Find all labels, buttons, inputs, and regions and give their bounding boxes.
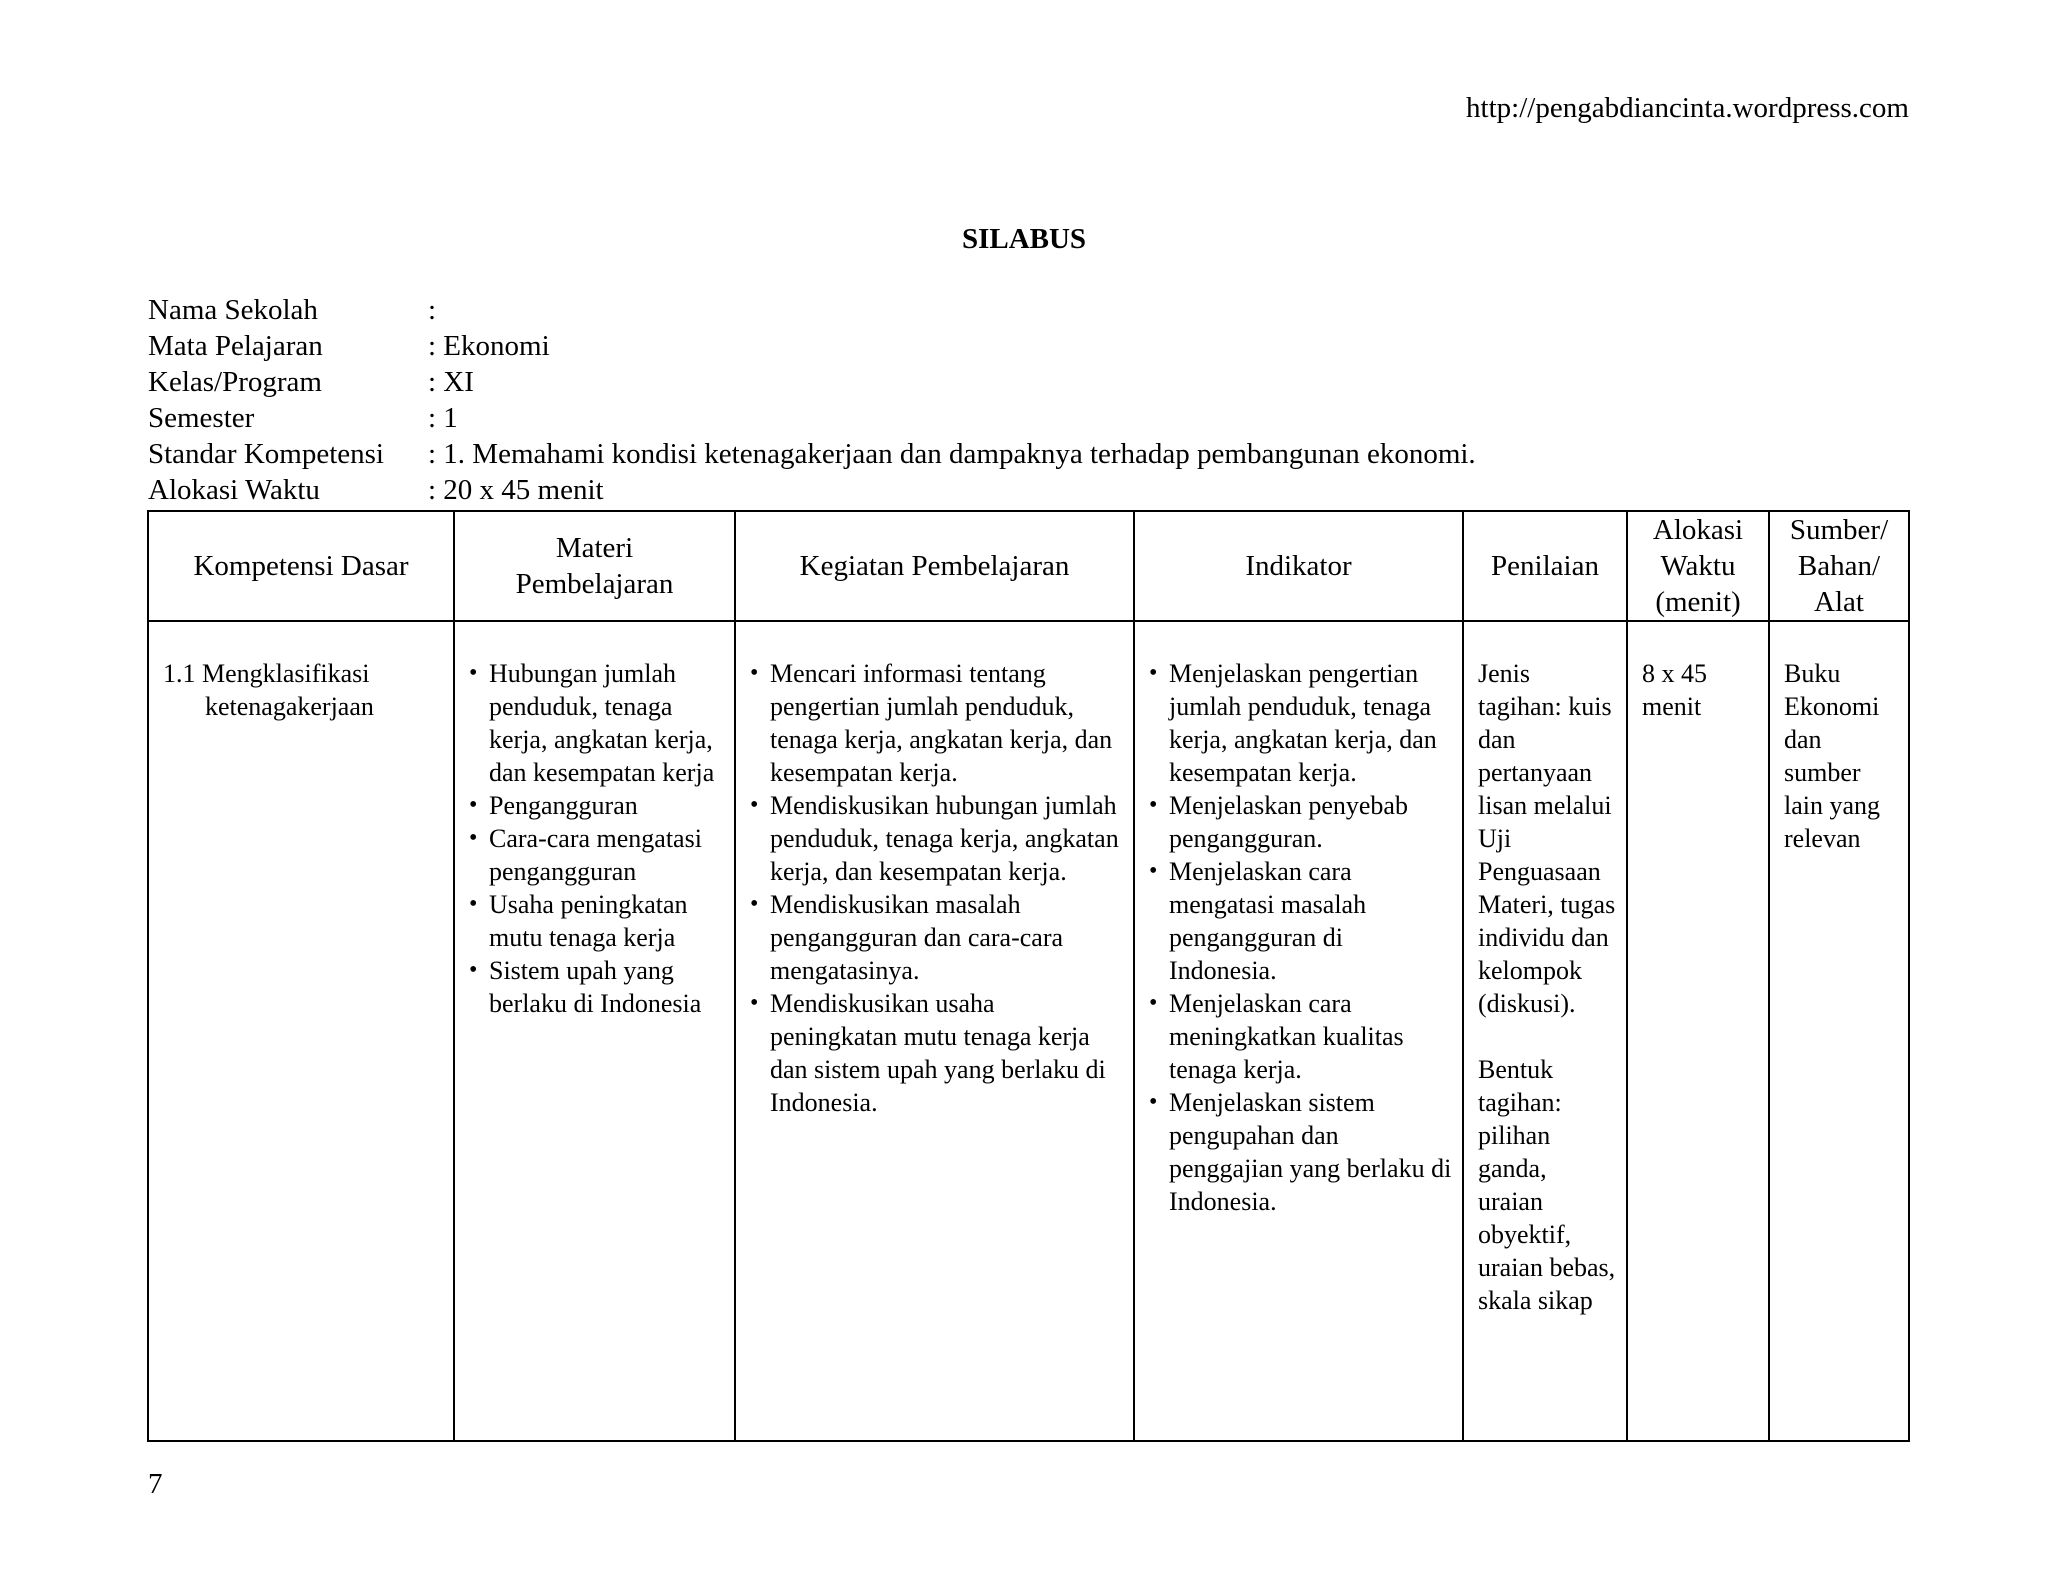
header-kompetensi-dasar: [148, 511, 454, 621]
list-item: • Menjelaskan pengertian jumlah penduduk, tenaga kerja, angkatan kerja, dan kesempatan kerja.: [1149, 657, 1452, 789]
info-label: Mata Pelajaran: [148, 330, 323, 362]
info-value: : Ekonomi: [428, 330, 550, 362]
info-label: Nama Sekolah: [148, 294, 318, 326]
kegiatan-list: [750, 657, 1123, 1119]
cell-materi-pembelajaran: [454, 621, 735, 1441]
kd-text-line1: Mengklasifikasi: [202, 659, 370, 688]
info-value: :: [428, 294, 437, 326]
list-item: • Menjelaskan penyebab pengangguran.: [1149, 789, 1452, 855]
info-row-mata-pelajaran: [148, 328, 1476, 364]
header-line: Waktu: [1660, 550, 1736, 582]
header-line: Kegiatan Pembelajaran: [799, 550, 1070, 582]
list-item: • Mendiskusikan usaha peningkatan mutu tenaga kerja dan sistem upah yang berlaku di Indonesia.: [750, 987, 1123, 1119]
cell-kegiatan-pembelajaran: [735, 621, 1134, 1441]
list-item: • Cara-cara mengatasi pengangguran: [469, 822, 724, 888]
sumber-value: Buku Ekonomi dan sumber lain yang relevan: [1784, 659, 1881, 853]
info-label: Alokasi Waktu: [148, 474, 320, 506]
info-label: Standar Kompetensi: [148, 438, 384, 470]
header-line: Sumber/: [1789, 514, 1889, 546]
header-line: (menit): [1655, 586, 1741, 618]
header-line: Penilaian: [1491, 550, 1599, 582]
info-row-alokasi-waktu: [148, 472, 1476, 508]
page-number: 7: [148, 1468, 163, 1500]
info-label: Kelas/Program: [148, 366, 322, 398]
list-item: • Sistem upah yang berlaku di Indonesia: [469, 954, 724, 1020]
header-alokasi-waktu: [1627, 511, 1769, 621]
header-line: Alat: [1814, 586, 1864, 618]
info-row-semester: [148, 400, 1476, 436]
cell-sumber: [1769, 621, 1909, 1441]
alokasi-value: 8 x 45 menit: [1642, 659, 1707, 721]
cell-penilaian: [1463, 621, 1627, 1441]
list-item: • Usaha peningkatan mutu tenaga kerja: [469, 888, 724, 954]
list-item: • Mendiskusikan masalah pengangguran dan cara-cara mengatasinya.: [750, 888, 1123, 987]
indikator-list: [1149, 657, 1452, 1218]
header-penilaian: [1463, 511, 1627, 621]
spacer: [1478, 1020, 1616, 1053]
list-item: • Menjelaskan cara meningkatkan kualitas tenaga kerja.: [1149, 987, 1452, 1086]
header-sumber-bahan-alat: [1769, 511, 1909, 621]
table-row: [148, 621, 1909, 1441]
header-url: http://pengabdiancinta.wordpress.com: [1466, 92, 1909, 124]
info-value: : 20 x 45 menit: [428, 474, 604, 506]
info-value: : 1: [428, 402, 458, 434]
list-item: • Mendiskusikan hubungan jumlah penduduk, tenaga kerja, angkatan kerja, dan kesempatan kerja.: [750, 789, 1123, 888]
kd-text-line2: ketenagakerjaan: [205, 692, 374, 721]
info-block: [148, 292, 1476, 508]
penilaian-jenis: Jenis tagihan: kuis dan pertanyaan lisan melalui Uji Penguasaan Materi, tugas individu dan kelompok (diskusi).: [1478, 659, 1616, 1018]
info-row-nama-sekolah: [148, 292, 1476, 328]
materi-list: [469, 657, 724, 1020]
header-line: Bahan/: [1797, 550, 1881, 582]
info-value: : XI: [428, 366, 474, 398]
document-title: SILABUS: [961, 223, 1087, 255]
penilaian-bentuk: Bentuk tagihan: pilihan ganda, uraian obyektif, uraian bebas, skala sikap: [1478, 1055, 1616, 1315]
cell-alokasi-waktu: [1627, 621, 1769, 1441]
list-item: • Menjelaskan cara mengatasi masalah pengangguran di Indonesia.: [1149, 855, 1452, 987]
header-materi-pembelajaran: [454, 511, 735, 621]
list-item: • Hubungan jumlah penduduk, tenaga kerja, angkatan kerja, dan kesempatan kerja: [469, 657, 724, 789]
cell-kompetensi-dasar: [148, 621, 454, 1441]
list-item: • Mencari informasi tentang pengertian jumlah penduduk, tenaga kerja, angkatan kerja, dan kesempatan kerja.: [750, 657, 1123, 789]
header-line: Materi: [555, 532, 634, 564]
syllabus-table: [147, 510, 1910, 1442]
header-line: Indikator: [1245, 550, 1352, 582]
header-indikator: [1134, 511, 1463, 621]
kd-number: 1.1: [163, 659, 196, 688]
list-item: • Menjelaskan sistem pengupahan dan penggajian yang berlaku di Indonesia.: [1149, 1086, 1452, 1218]
info-label: Semester: [148, 402, 255, 434]
header-kegiatan-pembelajaran: [735, 511, 1134, 621]
table-header-row: [148, 511, 1909, 621]
list-item: • Pengangguran: [469, 789, 724, 822]
cell-indikator: [1134, 621, 1463, 1441]
header-line: Pembelajaran: [515, 568, 674, 600]
header-line: Kompetensi Dasar: [193, 550, 409, 582]
info-value: : 1. Memahami kondisi ketenagakerjaan dan dampaknya terhadap pembangunan ekonomi.: [428, 438, 1476, 470]
info-row-kelas-program: [148, 364, 1476, 400]
info-row-standar-kompetensi: [148, 436, 1476, 472]
header-line: Alokasi: [1652, 514, 1744, 546]
